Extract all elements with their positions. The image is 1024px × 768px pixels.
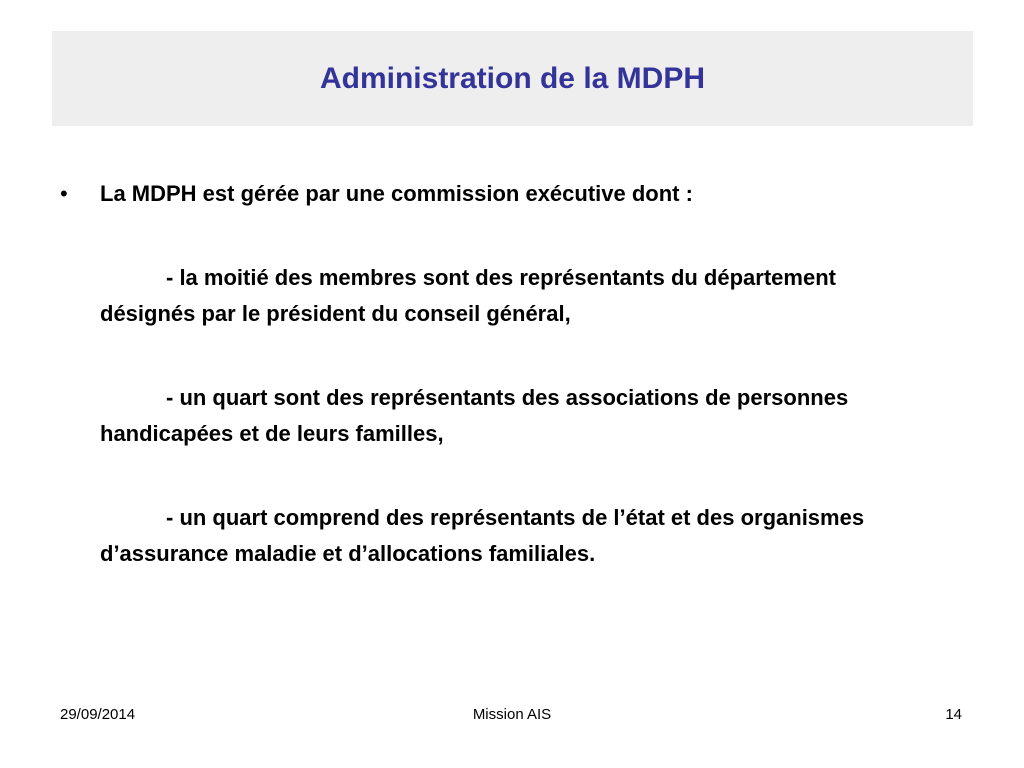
bullet-item — [60, 176, 930, 212]
sub-item-1 — [60, 260, 930, 332]
bullet-intro-text: La MDPH est gérée par une commission exécutive dont : — [100, 181, 693, 206]
footer-center-text: Mission AIS — [472, 706, 552, 723]
sub-item-3-text: - un quart comprend des représentants de l’état et des organismes d’assurance maladie et d’allocations familiales. — [100, 505, 865, 566]
slide-body — [60, 176, 930, 572]
sub-item-2-text: - un quart sont des représentants des associations de personnes handicapées et de leurs familles, — [100, 385, 849, 446]
title-band — [52, 31, 973, 126]
page-number: 14 — [945, 706, 962, 723]
footer-date: 29/09/2014 — [60, 706, 136, 723]
bullet-marker: • — [60, 181, 68, 206]
sub-item-1-text: - la moitié des membres sont des représentants du département désignés par le président du conseil général, — [100, 265, 836, 326]
sub-item-3 — [60, 500, 930, 572]
slide-title: Administration de la MDPH — [319, 62, 706, 95]
sub-item-2 — [60, 380, 930, 452]
